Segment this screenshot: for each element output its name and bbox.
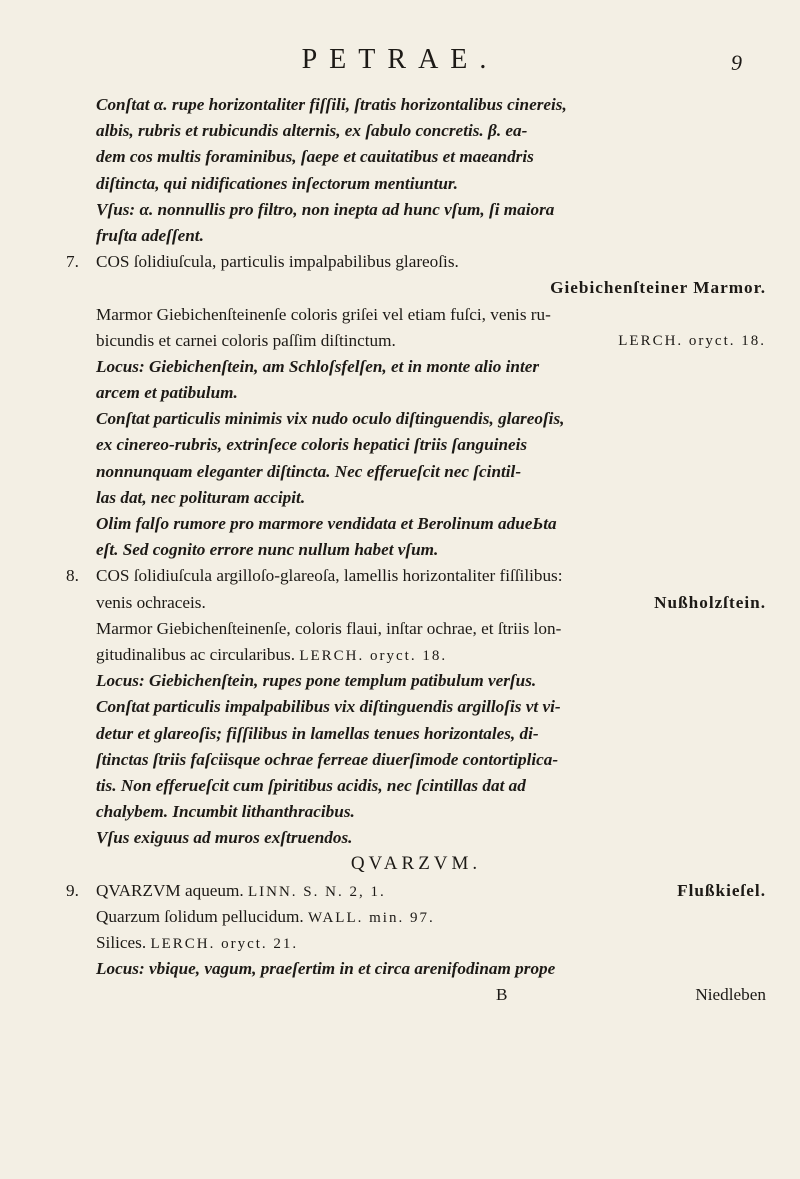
german-name: Nußholzſtein.: [654, 592, 766, 612]
catchword-line: [66, 982, 766, 1008]
text-line: QVARZVM aqueum.: [96, 880, 244, 900]
text-line: chalybem. Incumbit lithanthracibus.: [96, 802, 355, 822]
page-number: 9: [731, 50, 742, 75]
text-line: venis ochraceis.: [96, 592, 206, 612]
text-line: Marmor Giebichenſteinenſe coloris griſei vel etiam fuſci, venis ru-: [96, 304, 551, 324]
text-line: Vſus: α. nonnullis pro filtro, non inepta ad hunc vſum, ſi maiora: [96, 199, 555, 219]
text-line: diſtincta, qui nidificationes inſectorum mentiuntur.: [96, 173, 458, 193]
line-with-german-name: [66, 590, 766, 616]
german-name: Flußkieſel.: [677, 880, 766, 900]
running-head: PETRAE.: [301, 44, 499, 75]
entry-9-heading: [66, 878, 766, 904]
entry-7-heading: [66, 249, 766, 275]
entry-number: 9.: [66, 880, 79, 900]
text-line: arcem et patibulum.: [96, 383, 238, 403]
text-line: Giebichenſteiner Marmor.: [550, 278, 766, 298]
text-line: detur et glareoſis; fiſſilibus in lamellas tenues horizontales, di-: [96, 723, 539, 743]
section-heading: QVARZVM.: [350, 853, 482, 875]
text-line: Conſtat particulis minimis vix nudo oculo diſtinguendis, glareoſis,: [96, 409, 565, 429]
text-line: dem cos multis foraminibus, ſaepe et cauitatibus et maeandris: [96, 147, 534, 167]
line-with-reference: [66, 904, 766, 930]
text-line: fruſta adeſſent.: [96, 225, 204, 245]
text-line: Vſus exiguus ad muros exſtruendos.: [96, 828, 353, 848]
text-line: ſtinctas ſtriis faſciisque ochrae ferreae diuerſimode contortiplica-: [96, 749, 559, 769]
text-line: nonnunquam eleganter diſtincta. Nec efferueſcit nec ſcintil-: [96, 461, 522, 481]
reference: LERCH. oryct. 18.: [618, 332, 766, 349]
text-line: COS ſolidiuſcula argilloſo-glareoſa, lamellis horizontaliter fiſſilibus:: [96, 566, 563, 586]
text-line: Conſtat particulis impalpabilibus vix diſtinguendis argilloſis vt vi-: [96, 697, 561, 717]
line-with-reference: [66, 642, 766, 668]
entry-number: 7.: [66, 252, 79, 272]
german-name: [66, 275, 766, 301]
text-line: tis. Non efferueſcit cum ſpiritibus acidis, nec ſcintillas dat ad: [96, 775, 526, 795]
text-line: Marmor Giebichenſteinenſe, coloris flaui, inſtar ochrae, et ſtriis lon-: [96, 618, 562, 638]
line-with-reference: [66, 328, 766, 354]
text-line: albis, rubris et rubicundis alternis, ex ſabulo concretis. β. ea-: [96, 121, 528, 141]
text-line: bicundis et carnei coloris paſſim diſtinctum.: [96, 330, 396, 350]
text-line: ex cinereo-rubris, extrinſece coloris hepatici ſtriis ſanguineis: [96, 435, 528, 455]
text-line: gitudinalibus ac circularibus.: [96, 644, 296, 664]
reference: LERCH. oryct. 21.: [150, 936, 299, 952]
text-line: Locus: Giebichenſtein, rupes pone templum patibulum verſus.: [96, 671, 537, 691]
catchword: Niedleben: [695, 985, 766, 1005]
text-line: Quarzum ſolidum pellucidum.: [96, 906, 304, 926]
reference: WALL. min. 97.: [307, 909, 435, 926]
signature-mark: B: [496, 985, 508, 1005]
text-line: eſt. Sed cognito errore nunc nullum habet vſum.: [96, 540, 439, 560]
text-line: las dat, nec polituram accipit.: [96, 487, 306, 507]
text-line: COS ſolidiuſcula, particulis impalpabilibus glareoſis.: [96, 252, 459, 272]
page-body: [66, 92, 766, 1009]
entry-number: 8.: [66, 566, 79, 586]
reference: LERCH. oryct. 18.: [299, 647, 448, 664]
text-line: Silices.: [96, 933, 147, 952]
text-line: Locus: vbique, vagum, praeſertim in et circa arenifodinam prope: [96, 959, 556, 979]
reference: LINN. S. N. 2, 1.: [247, 883, 386, 900]
text-line: Olim falſo rumore pro marmore vendidata et Berolinum adueЬta: [96, 514, 557, 533]
entry-8-heading: [66, 563, 766, 589]
page-header: [0, 44, 800, 84]
line-with-reference: [66, 930, 766, 956]
text-line: Locus: Giebichenſtein, am Schloſsfelſen, et in monte alio inter: [96, 356, 540, 376]
text-line: Conſtat α. rupe horizontaliter fiſſili, ſtratis horizontalibus cinereis,: [96, 95, 567, 114]
